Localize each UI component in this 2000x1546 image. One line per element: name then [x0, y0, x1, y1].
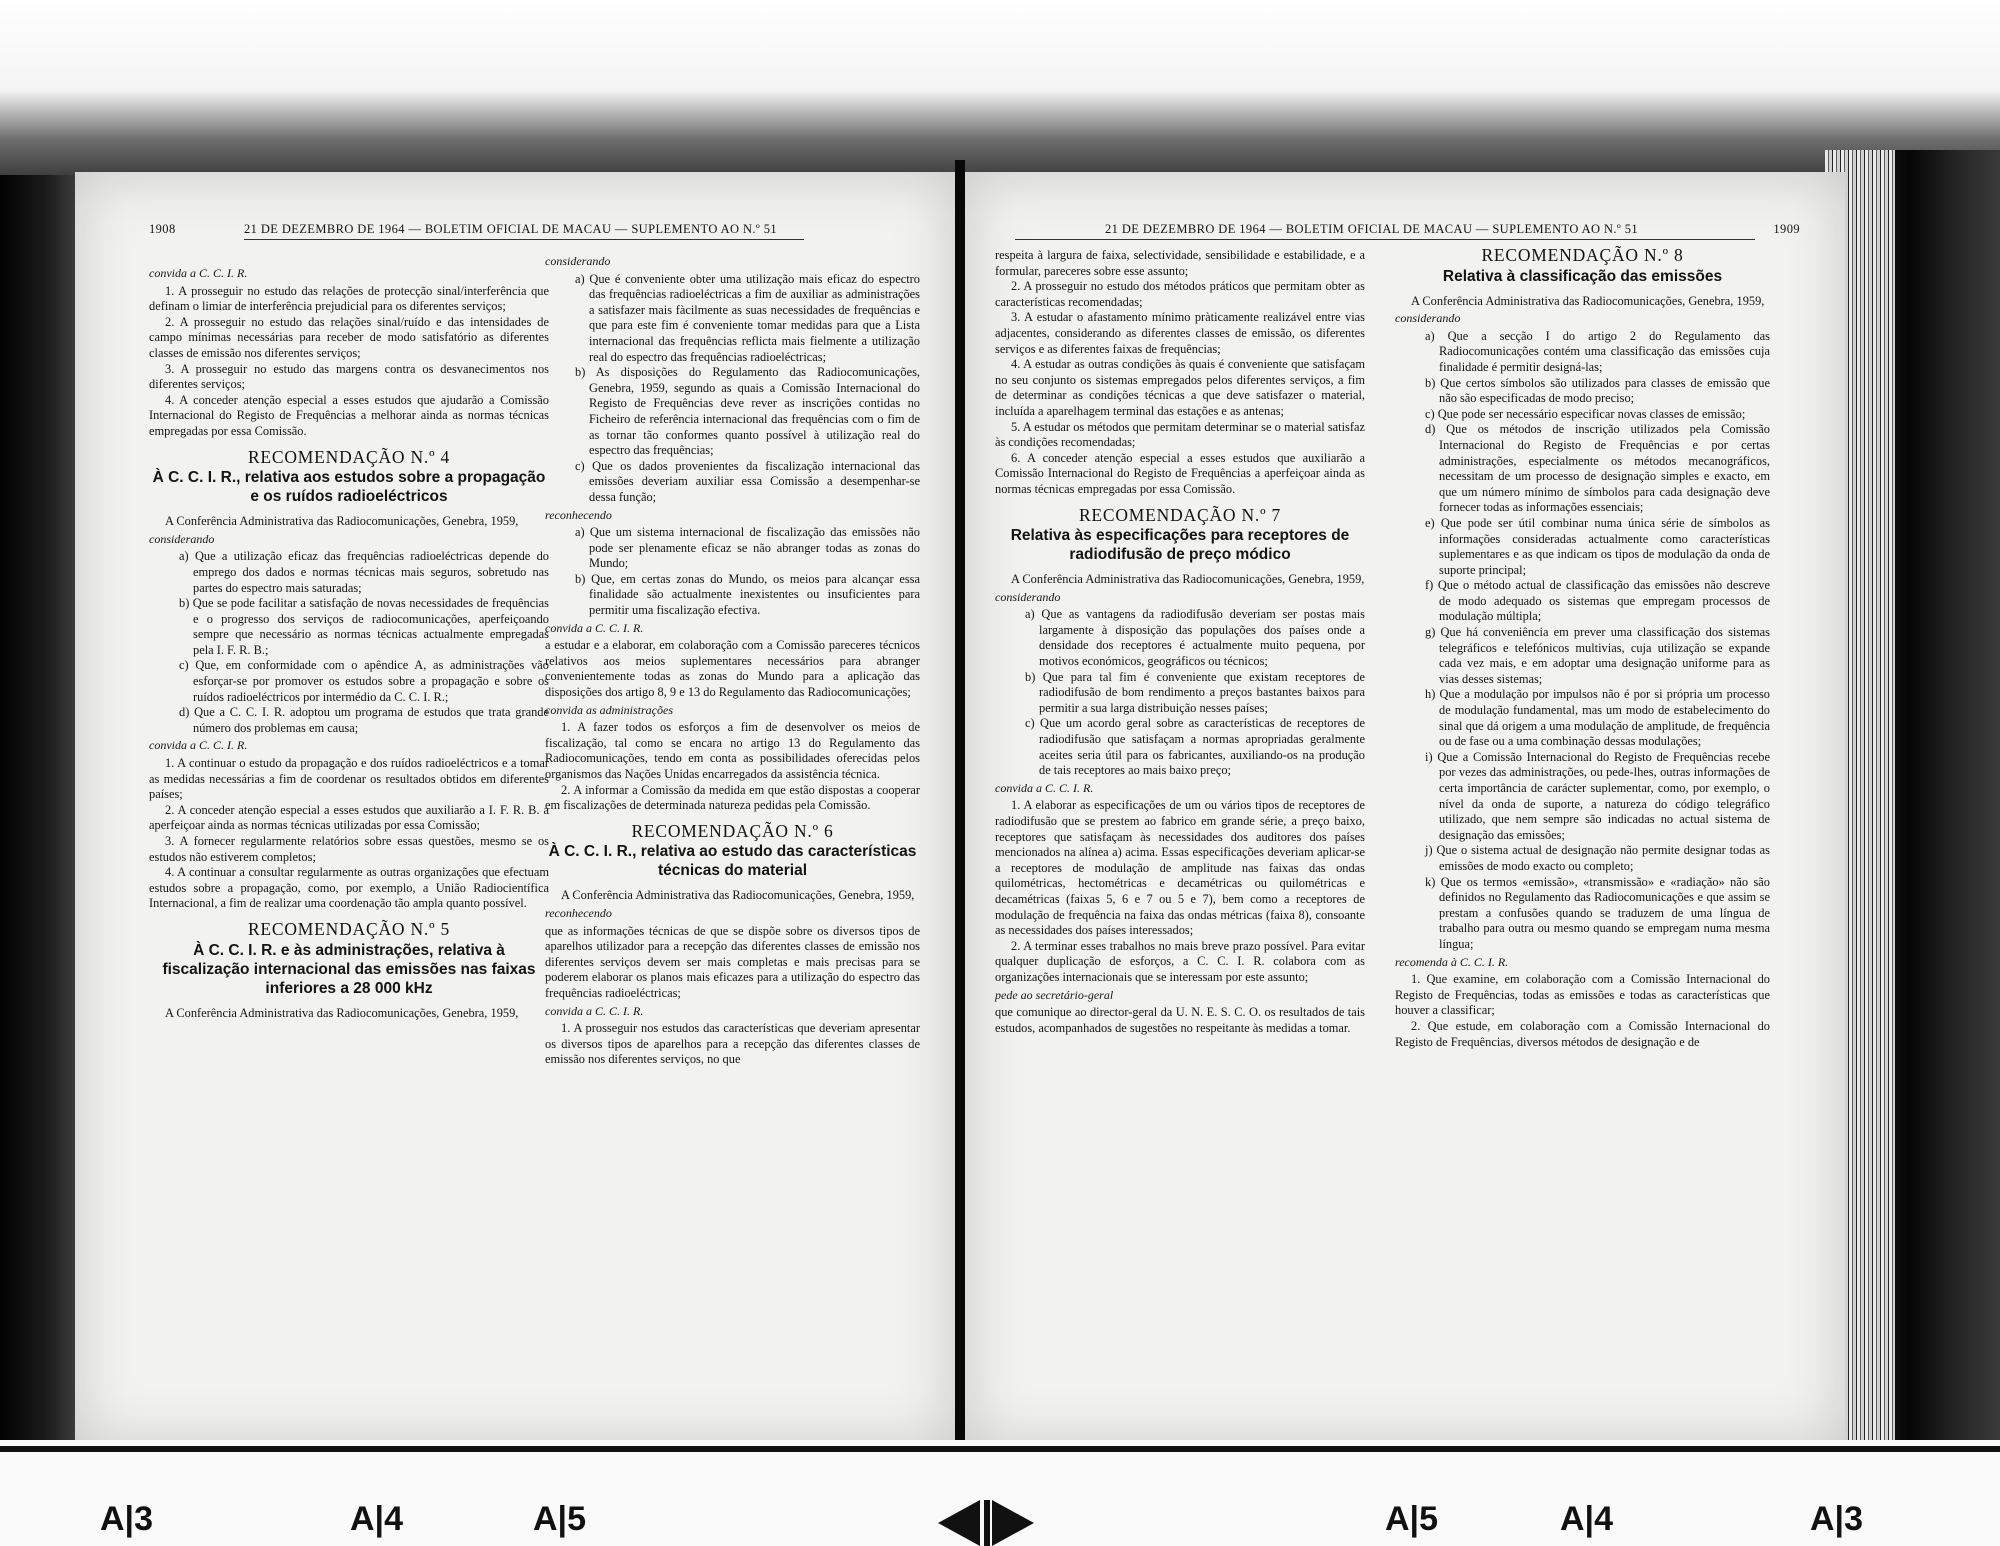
list-item: i) Que a Comissão Internacional do Registo de Frequências recebe por vezes das administrações, ou pede-lhes, outras informações de certa importância de carácter suplementar, como, por exemplo, o nível da onda de suporte, a natureza do código telegráfico utilizado, que nem sempre são indicadas no actual sistema de designação das emissões; [1425, 749, 1770, 842]
paragraph: a estudar e a elaborar, em colaboração com a Comissão pareceres técnicos relativos aos meios suplementares necessários para abranger convenientemente todas as zonas do Mundo para a aplicação das disposições dos artigo 8, 9 e 13 do Regulamento das Radiocomunicações; [545, 638, 920, 700]
header-rule [244, 239, 804, 240]
section-label: considerando [1395, 311, 1461, 326]
section-label: reconhecendo [545, 507, 612, 522]
paragraph: 4. A estudar as outras condições às quais é conveniente que satisfaçam no seu conjunto os sistemas empregados pelos diferentes serviços, a fim de determinar as condições técnicas a que deve satisfazer o material, incluída a aparelhagem terminal das estações e as antenas; [995, 357, 1365, 418]
recommendation-heading: RECOMENDAÇÃO N.º 6 [631, 820, 834, 841]
list-item: j) Que o sistema actual de designação não permite designar todas as emissões de modo exacto ou completo; [1425, 843, 1770, 873]
book-edge-left [0, 175, 75, 1450]
center-arrow-right-icon [992, 1500, 1034, 1546]
section-label: considerando [545, 254, 611, 268]
paragraph: 1. Que examine, em colaboração com a Comissão Internacional do Registo de Frequências, todas as emissões e todas as características que houver a classificar; [1395, 972, 1770, 1018]
paragraph: 1. A elaborar as especificações de um ou vários tipos de receptores de radiodifusão que se prestem ao fabrico em grande série, a preço baixo, receptores que satisfaçam às necessidades dos auditores dos países mencionados na alínea a) acima. Essas especificações deveriam aplicar-se a receptores de modulação de amplitude nas faixas das ondas quilométricas, hectométricas e decamétricas ou quilométricas e decamétricas (faixas 5, 6 e 7 ou 5 e 7), bem como a receptores de modulação de frequência na faixa das ondas métricas (faixa 8), consoante as necessidades dos países interessados; [995, 798, 1365, 938]
recommendation-heading: RECOMENDAÇÃO N.º 7 [1078, 504, 1282, 525]
section-label: convida a C. C. I. R. [995, 780, 1094, 795]
center-arrow-left-icon [938, 1500, 980, 1546]
film-tab-left-2: A|4 [350, 1500, 403, 1538]
paragraph: 3. A fornecer regularmente relatórios sobre essas questões, mesmo se os estudos não estiverem completos; [149, 834, 549, 864]
section-label: convida as administrações [545, 702, 673, 717]
section-label: considerando [149, 531, 215, 546]
header-rule [1015, 239, 1755, 240]
paragraph: 2. A prosseguir no estudo dos métodos práticos que permitam obter as características recomendadas; [995, 279, 1365, 309]
recommendation-title: À C. C. I. R. e às administrações, relativa à fiscalização internacional das emissões nas faixas inferiores a 28 000 kHz [162, 941, 536, 997]
scan-background-top [0, 0, 2000, 200]
list-item: b) As disposições do Regulamento das Radiocomunicações, Genebra, 1959, segundo as quais a Comissão Internacional do Registo de Frequências deve rever as inscrições contidas no Ficheiro de referência internacional das frequências com o fim de as tornar tão conformes quanto possível à utilização real do espectro das frequências; [575, 365, 920, 458]
recommendation-title: À C. C. I. R., relativa ao estudo das características técnicas do material [548, 843, 917, 880]
film-tab-left-1: A|3 [100, 1500, 153, 1538]
paragraph: respeita à largura de faixa, selectividade, sensibilidade e estabilidade, e a formular, pareceres sobre esse assunto; [995, 248, 1365, 278]
paragraph: 5. A estudar os métodos que permitam determinar se o material satisfaz às condições recomendadas; [995, 419, 1365, 450]
list-item: c) Que, em conformidade com o apêndice A, as administrações vão esforçar-se por promover os estudos sobre a propagação e sobre os ruídos radioeléctricos por intermédio da C. C. I. R.; [179, 658, 549, 704]
paragraph: 2. A informar a Comissão da medida em que estão dispostas a cooperar em fiscalizações de determinada natureza pedidas pela Comissão. [545, 782, 920, 813]
film-strip-rule [0, 1446, 2000, 1452]
paragraph: que comunique ao director-geral da U. N. E. S. C. O. os resultados de tais estudos, acompanhados de sugestões no respeitante às medidas a tomar. [995, 1005, 1365, 1035]
list-item: a) Que um sistema internacional de fiscalização das emissões não pode ser plenamente eficaz se não abranger todas as zonas do Mundo; [575, 525, 920, 571]
section-label: considerando [995, 589, 1061, 604]
recommendation-title: Relativa à classificação das emissões [1442, 267, 1723, 285]
center-marker-bar [984, 1500, 990, 1546]
section-label: convida a C. C. I. R. [149, 738, 248, 753]
paragraph: 1. A continuar o estudo da propagação e dos ruídos radioeléctricos e a tomar as medidas necessárias a fim de coordenar os resultados obtidos em diferentes países; [149, 756, 549, 802]
film-tab-left-3: A|5 [533, 1500, 586, 1538]
paragraph: 3. A estudar o afastamento mínimo pràticamente realizável entre vias adjacentes, considerando as diferentes classes de emissão, os diferentes serviços e as diferentes faixas de frequências; [995, 310, 1365, 356]
left-header-text: 21 DE DEZEMBRO DE 1964 — BOLETIM OFICIAL DE MACAU — SUPLEMENTO AO N.º 51 [244, 222, 778, 236]
right-column-1 [995, 248, 1365, 1036]
left-page-number: 1908 [149, 222, 176, 236]
list-item: a) Que a secção I do artigo 2 do Regulamento das Radiocomunicações contém uma classificação das emissões cuja finalidade é permitir designá-las; [1425, 328, 1770, 374]
film-tab-right-3: A|3 [1810, 1500, 1863, 1538]
paragraph: 6. A conceder atenção especial a esses estudos que auxiliarão a Comissão Internacional do Registo de Frequências a aperfeiçoar ainda as normas técnicas empregadas por essa Comissão. [995, 450, 1365, 496]
right-column-2 [1395, 245, 1770, 1050]
section-label: convida a C. C. I. R. [149, 266, 248, 280]
paragraph: que as informações técnicas de que se dispõe sobre os diversos tipos de aparelhos utilizador para a recepção das diferentes classes de emissão nos diferentes serviços devem ser mais completas e mais precisas para se poderem elaborar os planos mais eficazes para a utilização do espectro das frequências radioeléctricas; [545, 923, 920, 1000]
section-label: convida a C. C. I. R. [545, 1003, 644, 1018]
recommendation-title: À C. C. I. R., relativa aos estudos sobre a propagação e os ruídos radioeléctricos [152, 469, 546, 506]
film-tab-right-2: A|4 [1560, 1500, 1613, 1538]
paragraph: 3. A prosseguir no estudo das margens contra os desvanecimentos nos diferentes serviços; [149, 361, 549, 392]
paragraph: A Conferência Administrativa das Radiocomunicações, Genebra, 1959, [1411, 293, 1765, 308]
paragraph: 4. A conceder atenção especial a esses estudos que ajudarão a Comissão Internacional do Registo de Frequências a melhorar ainda as normas técnicas empregadas por essa Comissão. [149, 392, 549, 438]
list-item: b) Que certos símbolos são utilizados para classes de emissão que não são especificadas de modo preciso; [1425, 375, 1770, 406]
paragraph: 4. A continuar a consultar regularmente as outras organizações que efectuam estudos sobre a propagação, como, por exemplo, a União Radiocientífica Internacional, a fim de realizar uma coordenação tão ampla quanto possível. [149, 865, 549, 911]
paragraph: 1. A prosseguir no estudo das relações de protecção sinal/interferência que definam o limiar de interferência prejudicial para os diferentes serviços; [149, 283, 549, 314]
list-item: a) Que é conveniente obter uma utilização mais eficaz do espectro das frequências radioeléctricas a fim de auxiliar as administrações a satisfazer mais fàcilmente as suas necessidades de frequências e que para este fim é conveniente tomar medidas para que a Lista internacional das frequências reflicta mais fielmente a utilização real do espectro das frequências radioeléctricas; [575, 271, 920, 364]
paragraph: 2. A terminar esses trabalhos no mais breve prazo possível. Para evitar qualquer duplicação de esforços, a C. C. I. R. colabora com as organizações internacionais que se interessam por este assunto; [995, 938, 1365, 984]
paragraph: A Conferência Administrativa das Radiocomunicações, Genebra, 1959, [165, 514, 519, 529]
paragraph: 2. A conceder atenção especial a esses estudos que auxiliarão a I. F. R. B. a aperfeiçoar ainda as normas técnicas utilizadas por essa Comissão; [149, 802, 549, 833]
list-item: e) Que pode ser útil combinar numa única série de símbolos as informações consideradas actualmente como características suplementares e as que indicam os tipos de modulação da onda de suporte principal; [1425, 515, 1770, 577]
paragraph: 2. Que estude, em colaboração com a Comissão Internacional do Registo de Frequências, diversos métodos de designação e de [1395, 1018, 1770, 1049]
list-item: f) Que o método actual de classificação das emissões não descreve de modo adequado os sistemas que empregam processos de modulação múltipla; [1425, 578, 1770, 624]
list-item: d) Que os métodos de inscrição utilizados pela Comissão Internacional do Registo de Frequências e por certas administrações, especialmente os métodos mecanográficos, necessitam de um processo de designação simples e exacto, em que um número mínimo de símbolos para cada designação deve fornecer todas as informações essenciais; [1425, 422, 1770, 515]
list-item: g) Que há conveniência em prever uma classificação dos sistemas telegráficos e telefónicos multivias, cuja utilização se expande cada vez mais, e em adoptar uma designação uniforme para as vias desses sistemas; [1425, 625, 1770, 686]
paragraph: A Conferência Administrativa das Radiocomunicações, Genebra, 1959, [561, 888, 915, 903]
paragraph: A Conferência Administrativa das Radiocomunicações, Genebra, 1959, [1011, 572, 1365, 587]
recommendation-heading: RECOMENDAÇÃO N.º 5 [247, 918, 451, 939]
paragraph: 1. A prosseguir nos estudos das características que deveriam apresentar os diversos tipos de aparelhos para a recepção das diferentes classes de emissão nos diferentes serviços, no que [545, 1021, 920, 1067]
paragraph: A Conferência Administrativa das Radiocomunicações, Genebra, 1959, [165, 1005, 519, 1020]
list-item: d) Que a C. C. I. R. adoptou um programa de estudos que trata grande número dos problemas em causa; [179, 705, 549, 735]
section-label: reconhecendo [545, 905, 612, 920]
paragraph: 2. A prosseguir no estudo das relações sinal/ruído e das intensidades de campo mínimas necessárias para receber de modo satisfatório as diferentes classes de emissão nos diferentes serviços; [149, 314, 549, 360]
list-item: b) Que se pode facilitar a satisfação de novas necessidades de frequências e o progresso dos serviços de radiocomunicações, aperfeiçoando sempre que necessário as normas técnicas actualmente empregadas pela I. F. R. B.; [179, 596, 549, 657]
section-label: convida a C. C. I. R. [545, 620, 644, 635]
list-item: c) Que um acordo geral sobre as características de receptores de radiodifusão que satisfaçam a normas apropriadas geralmente aceites seria útil para os fabricantes, auxiliando-os na produção de tais receptores ao mais baixo preço; [1025, 716, 1365, 778]
book-gutter [955, 160, 965, 1450]
list-item: b) Que, em certas zonas do Mundo, os meios para alcançar essa finalidade são actualmente inexistentes ou insuficientes para permitir uma fiscalização efectiva. [575, 571, 920, 618]
recommendation-heading: RECOMENDAÇÃO N.º 4 [247, 446, 451, 467]
recommendation-title: Relativa às especificações para receptores de radiodifusão de preço módico [1010, 527, 1350, 564]
left-column-2 [545, 252, 920, 1068]
right-page-number: 1909 [1773, 222, 1800, 236]
film-tab-right-1: A|5 [1385, 1500, 1438, 1538]
list-item: a) Que a utilização eficaz das frequências radioeléctricas depende do emprego dos dados e normas técnicas mais seguros, sobretudo nas partes do espectro mais saturadas; [179, 549, 549, 595]
right-page [965, 172, 1845, 1447]
left-column-1 [149, 264, 549, 1021]
left-page [75, 172, 955, 1447]
section-label: pede ao secretário-geral [995, 987, 1114, 1002]
list-item: c) Que pode ser necessário especificar novas classes de emissão; [1425, 406, 1746, 421]
list-item: k) Que os termos «emissão», «transmissão» e «radiação» não são definidos no Regulamento das Radiocomunicações e que assim se prestam a confusões quando se traduzem de uma língua de trabalho para outra ou mesmo quando se empregam numa mesma língua; [1425, 874, 1770, 951]
list-item: b) Que para tal fim é conveniente que existam receptores de radiodifusão de bom rendimento a preços bastantes baixos para permitir a sua larga distribuição nesses países; [1025, 669, 1365, 715]
right-header-text: 21 DE DEZEMBRO DE 1964 — BOLETIM OFICIAL DE MACAU — SUPLEMENTO AO N.º 51 [1105, 222, 1639, 236]
section-label: recomenda à C. C. I. R. [1395, 954, 1509, 969]
paragraph: 1. A fazer todos os esforços a fim de desenvolver os meios de fiscalização, tal como se encara no artigo 13 do Regulamento das Radiocomunicações, tendo em conta as possibilidades oferecidas pelos organismos das Nações Unidas encarregados da assistência técnica. [545, 720, 920, 781]
list-item: c) Que os dados provenientes da fiscalização internacional das emissões deveriam auxiliar essa Comissão a desempenhar-se dessa função; [575, 458, 920, 504]
list-item: h) Que a modulação por impulsos não é por si própria um processo de modulação fundamental, mas um modo de estabelecimento do sinal que dá origem a uma modulação de amplitude, de frequência ou de fase ou a uma combinação dessas modulações; [1425, 687, 1770, 749]
list-item: a) Que as vantagens da radiodifusão deveriam ser postas mais largamente à disposição das populações dos países onde a densidade dos receptores é actualmente muito pequena, por motivos económicos, geográficos ou técnicos; [1025, 607, 1365, 669]
recommendation-heading: RECOMENDAÇÃO N.º 8 [1481, 245, 1684, 265]
